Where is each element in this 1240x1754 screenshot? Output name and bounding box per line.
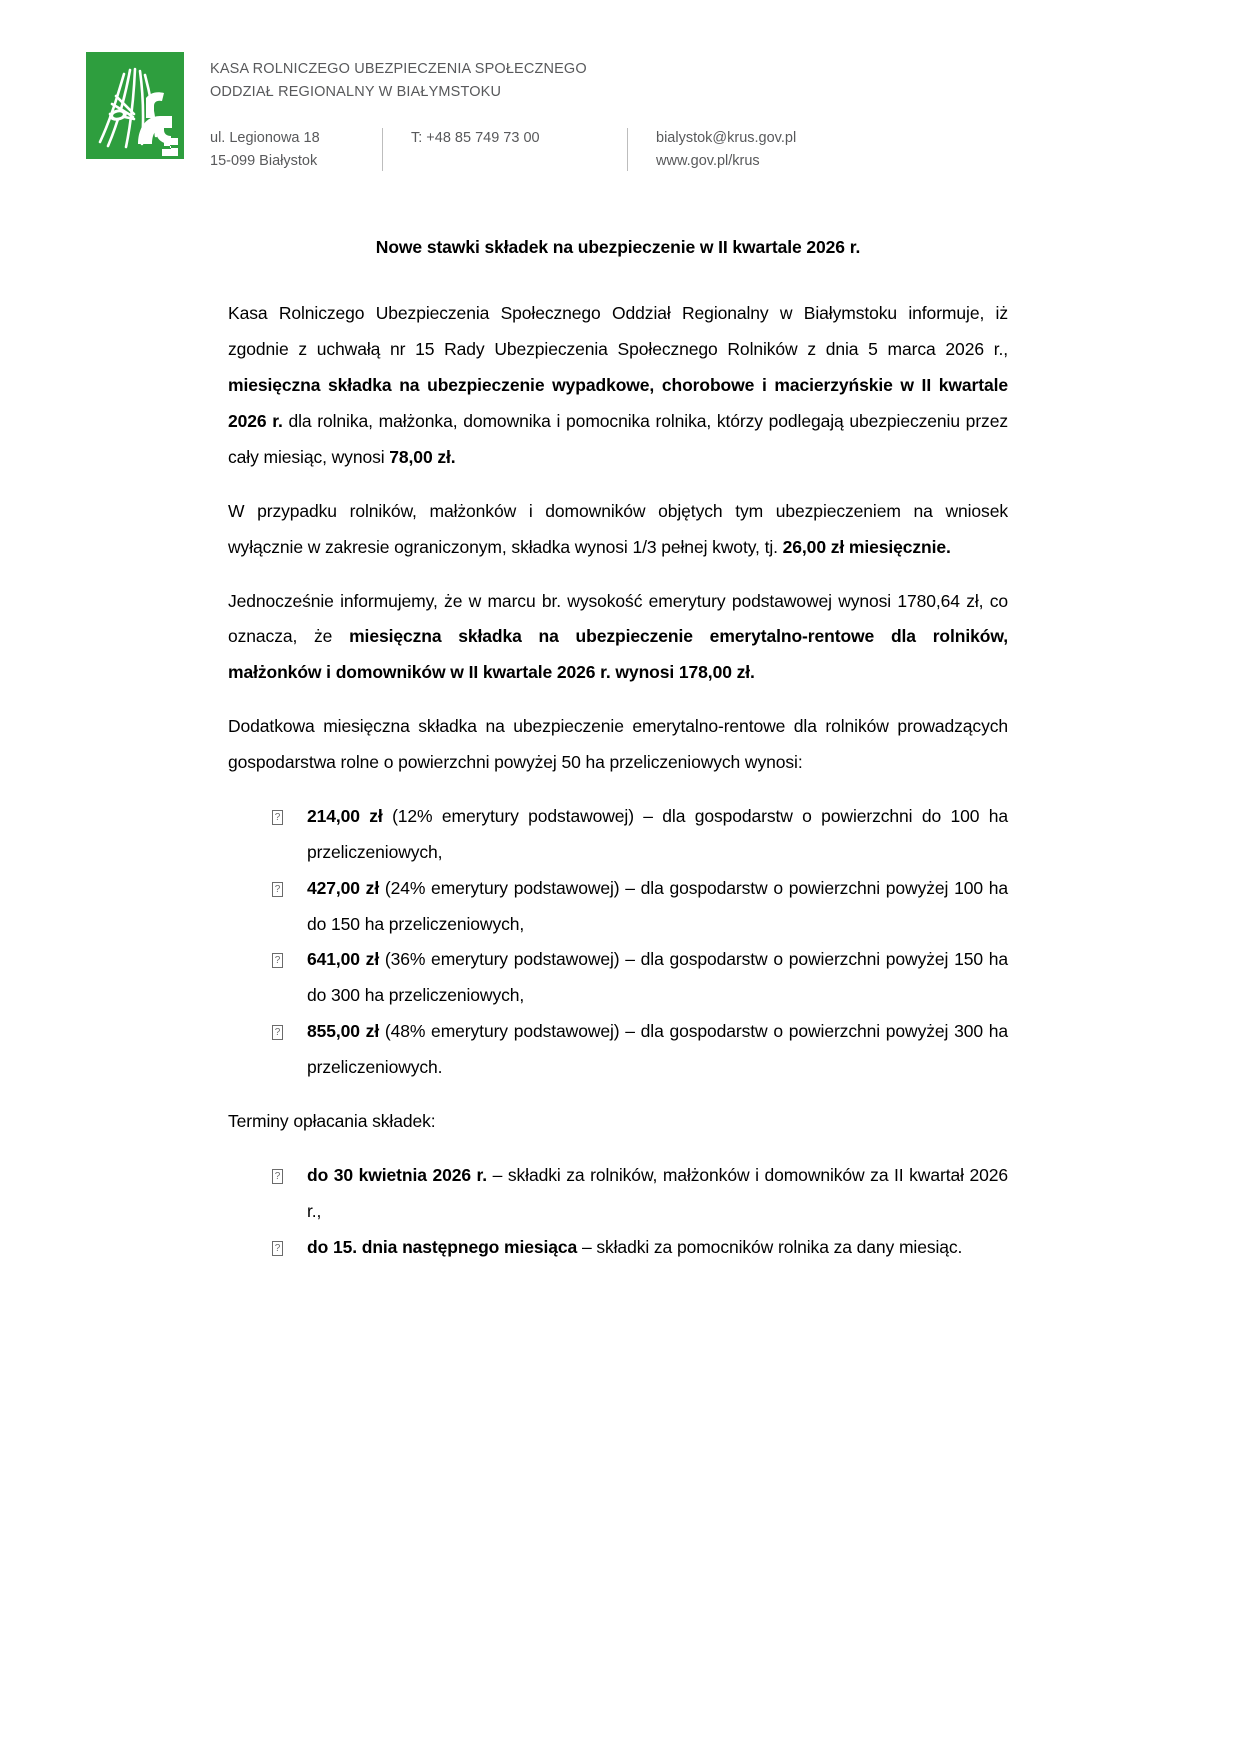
text-run-3: 78,00 zł. (389, 446, 456, 467)
missing-glyph-bullet-icon: ? (272, 882, 283, 897)
list-item-amount: 214,00 zł (307, 805, 383, 826)
missing-glyph-bullet-icon: ? (272, 1241, 283, 1256)
text-run-1: miesięczna składka na ubezpieczenie wypadkowe, chorobowe i macierzyńskie w II kwartale 2026 r. (228, 375, 1008, 432)
organisation-name-line-2: ODDZIAŁ REGIONALNY W BIAŁYMSTOKU (210, 84, 502, 101)
krus-logo-icon (86, 52, 184, 159)
list-item (272, 799, 1008, 871)
text-run-1: miesięczna składka na ubezpieczenie emerytalno-rentowe dla rolników, małżonków i domowników w II kwartale 2026 r. wynosi 178,00 zł. (228, 626, 1008, 683)
text-run-0: W przypadku rolników, małżonków i domowników objętych tym ubezpieczeniem na wniosek wyłącznie w zakresie ograniczonym, składka wynosi 1/3 pełnej kwoty, tj. (228, 500, 1008, 557)
deadlines-heading: Terminy opłacania składek: (228, 1110, 436, 1131)
address-street: ul. Legionowa 18 (210, 129, 320, 146)
rates-list (228, 799, 1008, 1086)
organisation-name-line-1: KASA ROLNICZEGO UBEZPIECZENIA SPOŁECZNEGO (210, 61, 587, 77)
list-item-amount: do 15. dnia następnego miesiąca (307, 1236, 578, 1257)
text-run-0: Kasa Rolniczego Ubezpieczenia Społecznego Oddział Regionalny w Białymstoku informuje, iż zgodnie z uchwałą nr 15 Rady Ubezpieczenia Społecznego Rolników z dnia 5 marca 2026 r., (228, 303, 1008, 360)
list-item-description: (24% emerytury podstawowej) – dla gospodarstw o powierzchni powyżej 100 ha do 150 ha przeliczeniowych, (307, 877, 1008, 934)
missing-glyph-bullet-icon: ? (272, 1025, 283, 1040)
list-item-description: (48% emerytury podstawowej) – dla gospodarstw o powierzchni powyżej 300 ha przeliczeniowych. (307, 1021, 1008, 1078)
list-item-text (307, 871, 1008, 943)
paragraph-limited-scope (228, 494, 1008, 566)
list-item-text (307, 1158, 1008, 1230)
email-address[interactable]: bialystok@krus.gov.pl (656, 129, 797, 146)
missing-glyph-bullet-icon: ? (272, 1169, 283, 1184)
list-item-description: – składki za rolników, małżonków i domowników za II kwartał 2026 r., (307, 1164, 1008, 1221)
text-run-0: Jednocześnie informujemy, że w marcu br. wysokość emerytury podstawowej wynosi 1780,64 zł, co oznacza, że (228, 590, 1008, 647)
list-item-amount: do 30 kwietnia 2026 r. (307, 1164, 488, 1185)
list-item-amount: 855,00 zł (307, 1021, 380, 1042)
text-run-1: 26,00 zł miesięcznie. (782, 536, 951, 557)
phone-number: T: +48 85 749 73 00 (411, 129, 540, 146)
address-city: 15-099 Białystok (210, 152, 318, 169)
list-item (272, 1014, 1008, 1086)
letterhead-text (210, 52, 822, 172)
paragraph-intro (228, 296, 1008, 475)
deadlines-list (228, 1158, 1008, 1266)
missing-glyph-bullet-icon: ? (272, 810, 283, 825)
list-item (272, 871, 1008, 943)
list-item (272, 1158, 1008, 1230)
contact-phone (383, 127, 627, 172)
text-run-0: Dodatkowa miesięczna składka na ubezpieczenie emerytalno-rentowe dla rolników prowadzących gospodarstwa rolne o powierzchni powyżej 50 ha przeliczeniowych wynosi: (228, 716, 1008, 773)
contact-row (210, 127, 822, 172)
paragraph-pension-base (228, 584, 1008, 692)
letterhead (0, 0, 1240, 172)
missing-glyph-bullet-icon: ? (272, 953, 283, 968)
text-run-2: dla rolnika, małżonka, domownika i pomocnika rolnika, którzy podlegają ubezpieczeniu przez cały miesiąc, wynosi (228, 411, 1008, 467)
list-item-description: (12% emerytury podstawowej) – dla gospodarstw o powierzchni do 100 ha przeliczeniowych, (307, 805, 1008, 862)
document-body (0, 234, 1240, 1265)
list-item-description: (36% emerytury podstawowej) – dla gospodarstw o powierzchni powyżej 150 ha do 300 ha przeliczeniowych, (307, 949, 1008, 1006)
paragraph-additional-premium-lead-in (228, 709, 1008, 781)
list-item-description: – składki za pomocników rolnika za dany miesiąc. (577, 1236, 963, 1257)
contact-online (628, 127, 822, 172)
list-item (272, 942, 1008, 1014)
list-item-amount: 641,00 zł (307, 949, 380, 970)
list-item-text (307, 942, 1008, 1014)
page-title: Nowe stawki składek na ubezpieczenie w II kwartale 2026 r. (375, 237, 861, 258)
list-item-text (307, 1230, 1008, 1266)
list-item-text (307, 799, 1008, 871)
organisation-name (210, 58, 822, 105)
list-item-amount: 427,00 zł (307, 877, 380, 898)
contact-address (210, 127, 382, 172)
list-item-text (307, 1014, 1008, 1086)
website-url[interactable]: www.gov.pl/krus (656, 152, 760, 169)
list-item (272, 1230, 1008, 1266)
